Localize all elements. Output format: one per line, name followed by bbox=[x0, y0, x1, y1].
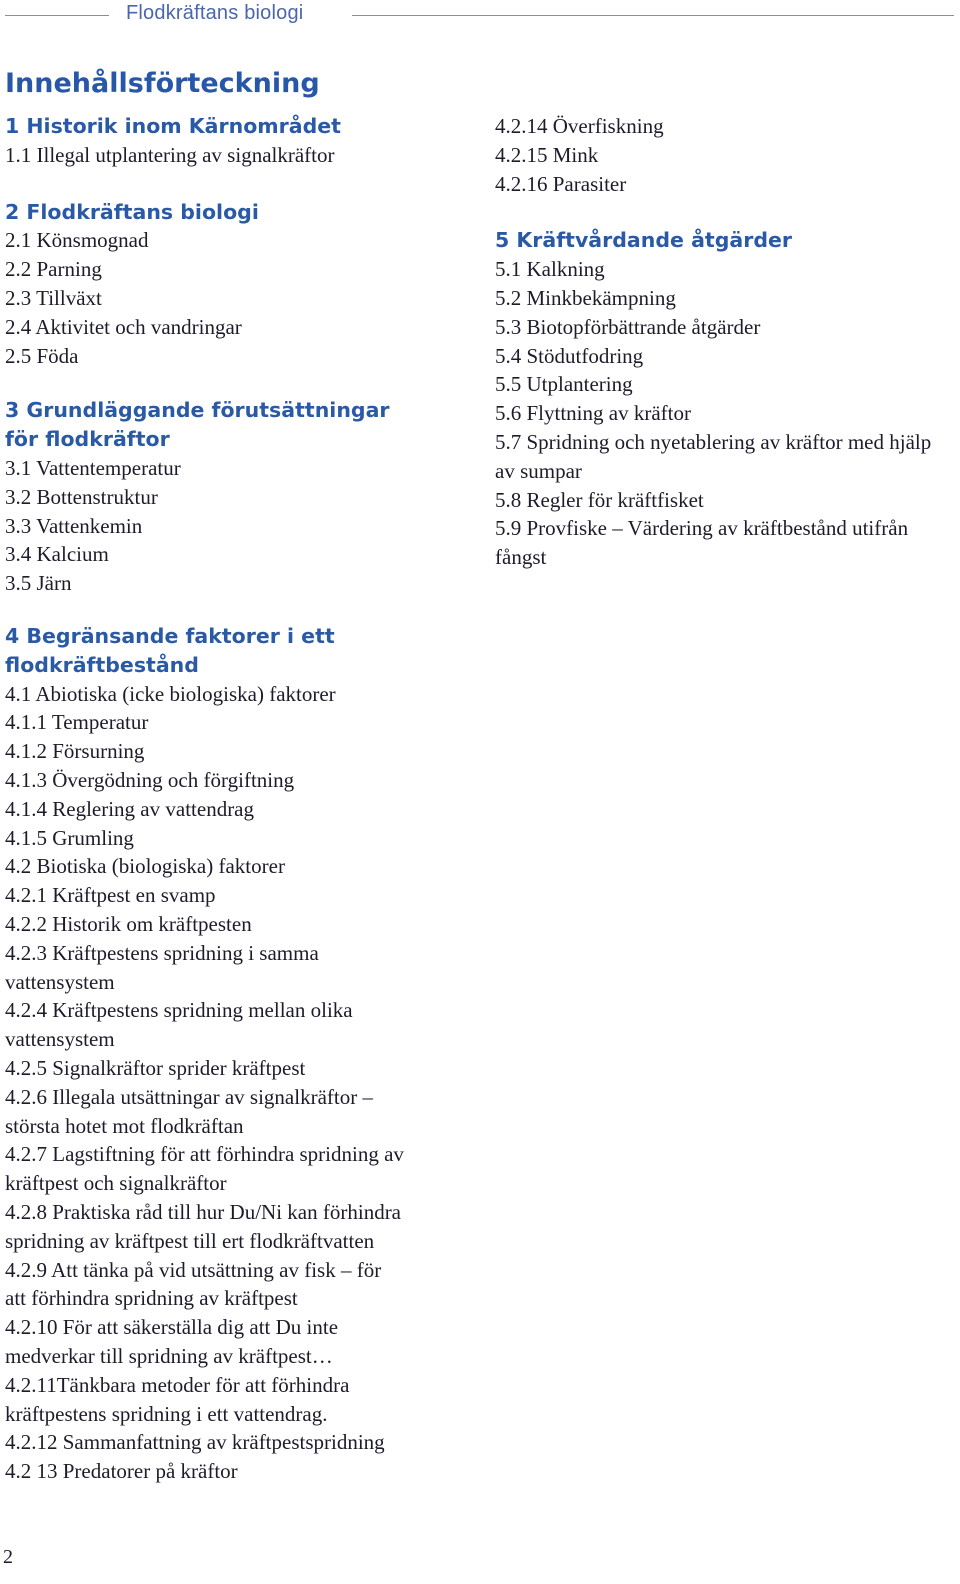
toc-entry[interactable]: 4.1.1 Temperatur bbox=[5, 710, 149, 735]
toc-entry[interactable]: 5.7 Spridning och nyetablering av kräftor med hjälp av sumpar bbox=[495, 429, 932, 483]
toc-section-heading-4[interactable]: 4 Begränsande faktorer i ett flodkräftbestånd bbox=[5, 624, 335, 677]
toc-entry[interactable]: 4.2.2 Historik om kräftpesten bbox=[5, 911, 252, 936]
toc-entry[interactable]: 4.2 Biotiska (biologiska) faktorer bbox=[5, 854, 285, 879]
toc-entry[interactable]: 4.2.1 Kräftpest en svamp bbox=[5, 883, 216, 908]
toc-entry[interactable]: 4.2.3 Kräftpestens spridning i samma vattensystem bbox=[5, 940, 319, 994]
toc-section-heading-3[interactable]: 3 Grundläggande förutsättningar för flodkräftor bbox=[5, 398, 390, 452]
section-gap bbox=[5, 170, 475, 198]
toc-entry[interactable]: 4.2.16 Parasiter bbox=[495, 171, 627, 196]
toc-entry[interactable]: 4.1 Abiotiska (icke biologiska) faktorer bbox=[5, 681, 336, 706]
toc-entry[interactable]: 5.4 Stödutfodring bbox=[495, 343, 644, 368]
toc-entry[interactable]: 3.3 Vattenkemin bbox=[5, 513, 143, 538]
toc-title: Innehållsförteckning bbox=[5, 68, 320, 99]
toc-entry[interactable]: 3.4 Kalcium bbox=[5, 542, 109, 567]
toc-entry[interactable]: 5.9 Provfiske – Värdering av kräftbestånd utifrån fångst bbox=[495, 516, 909, 570]
toc-entry[interactable]: 1.1 Illegal utplantering av signalkräftor bbox=[5, 142, 335, 167]
toc-entry[interactable]: 2.1 Könsmognad bbox=[5, 228, 149, 253]
toc-entry[interactable]: 2.2 Parning bbox=[5, 257, 102, 282]
toc-entry[interactable]: 4.2.7 Lagstiftning för att förhindra spridning av kräftpest och signalkräftor bbox=[5, 1142, 404, 1196]
toc-entry[interactable]: 4.2.11Tänkbara metoder för att förhindra kräftpestens spridning i ett vattendrag. bbox=[5, 1372, 350, 1426]
toc-column-right bbox=[495, 112, 955, 572]
toc-entry[interactable]: 3.1 Vattentemperatur bbox=[5, 455, 181, 480]
section-gap bbox=[5, 370, 475, 396]
toc-entry[interactable]: 4.2 13 Predatorer på kräftor bbox=[5, 1459, 238, 1484]
toc-entry[interactable]: 4.2.9 Att tänka på vid utsättning av fisk – för att förhindra spridning av kräftpest bbox=[5, 1257, 382, 1311]
toc-section-heading-5[interactable]: 5 Kräftvårdande åtgärder bbox=[495, 228, 793, 253]
toc-entry[interactable]: 4.2.10 För att säkerställa dig att Du inte medverkar till spridning av kräftpest… bbox=[5, 1315, 339, 1368]
toc-entry[interactable]: 2.5 Föda bbox=[5, 343, 79, 368]
toc-entry[interactable]: 4.2.8 Praktiska råd till hur Du/Ni kan förhindra spridning av kräftpest till ert flodkräftvatten bbox=[5, 1199, 402, 1253]
toc-entry[interactable]: 5.6 Flyttning av kräftor bbox=[495, 401, 691, 426]
toc-entry[interactable]: 2.4 Aktivitet och vandringar bbox=[5, 314, 242, 339]
running-title: Flodkräftans biologi bbox=[126, 2, 304, 24]
toc-column-left bbox=[5, 112, 475, 598]
toc-entry[interactable]: 2.3 Tillväxt bbox=[5, 285, 102, 310]
toc-entry[interactable]: 4.1.5 Grumling bbox=[5, 825, 134, 850]
toc-entry[interactable]: 4.1.2 Försurning bbox=[5, 739, 145, 764]
toc-entry[interactable]: 3.2 Bottenstruktur bbox=[5, 484, 158, 509]
toc-entry[interactable]: 3.5 Järn bbox=[5, 571, 72, 596]
toc-entry[interactable]: 4.1.3 Övergödning och förgiftning bbox=[5, 767, 295, 792]
toc-entry[interactable]: 5.3 Biotopförbättrande åtgärder bbox=[495, 314, 761, 339]
toc-entry[interactable]: 4.2.4 Kräftpestens spridning mellan olika vattensystem bbox=[5, 998, 353, 1052]
toc-entry[interactable]: 4.2.15 Mink bbox=[495, 142, 599, 167]
header-rule-left bbox=[5, 15, 109, 16]
toc-entry[interactable]: 4.2.5 Signalkräftor sprider kräftpest bbox=[5, 1055, 306, 1080]
page-number: 2 bbox=[3, 1546, 13, 1568]
toc-column-left-lower bbox=[5, 622, 475, 1486]
toc-entry[interactable]: 5.1 Kalkning bbox=[495, 257, 605, 282]
toc-entry[interactable]: 5.5 Utplantering bbox=[495, 372, 633, 397]
section-gap bbox=[495, 198, 955, 226]
toc-entry[interactable]: 4.2.14 Överfiskning bbox=[495, 114, 664, 138]
toc-entry[interactable]: 5.8 Regler för kräftfisket bbox=[495, 487, 704, 512]
toc-entry[interactable]: 4.2.12 Sammanfattning av kräftpestspridning bbox=[5, 1430, 385, 1455]
toc-entry[interactable]: 5.2 Minkbekämpning bbox=[495, 285, 676, 310]
toc-section-heading-2[interactable]: 2 Flodkräftans biologi bbox=[5, 199, 259, 224]
toc-entry[interactable]: 4.1.4 Reglering av vattendrag bbox=[5, 796, 255, 821]
header-rule-right bbox=[352, 15, 954, 16]
toc-section-heading-1[interactable]: 1 Historik inom Kärnområdet bbox=[5, 114, 341, 138]
toc-entry[interactable]: 4.2.6 Illegala utsättningar av signalkräftor – största hotet mot flodkräftan bbox=[5, 1084, 373, 1138]
